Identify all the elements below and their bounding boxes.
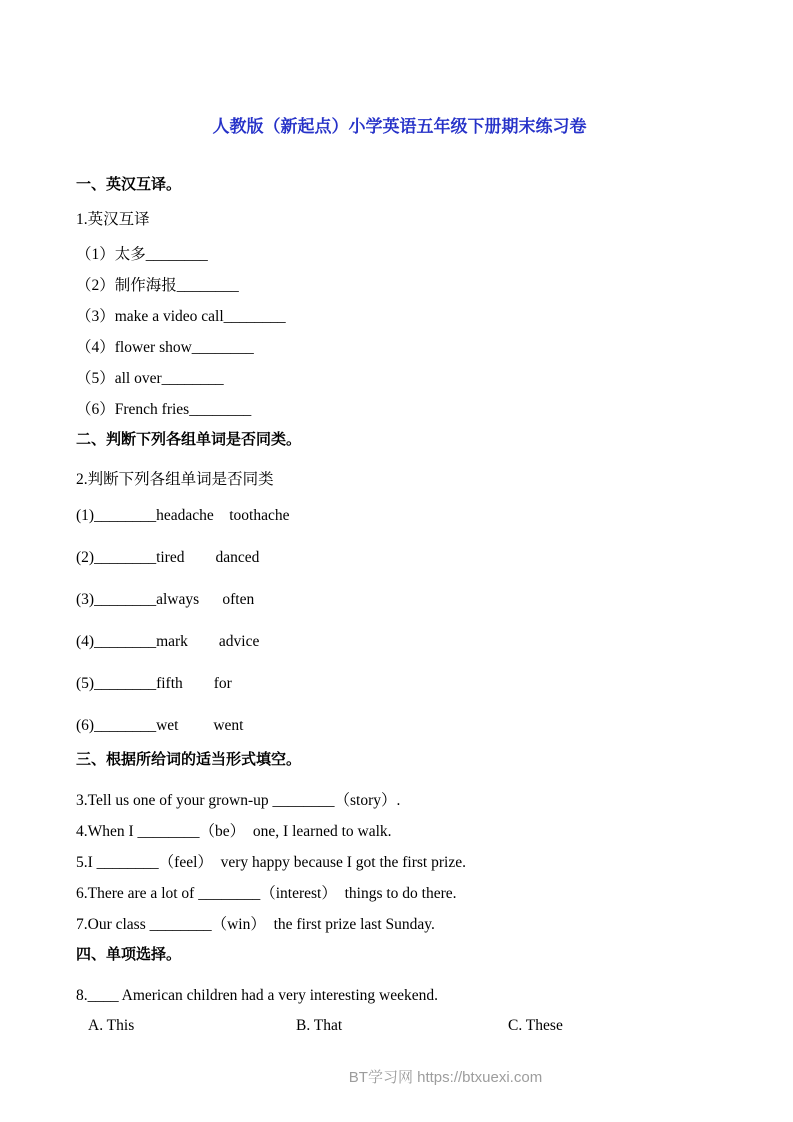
q8-option-a: A. This bbox=[88, 1017, 135, 1034]
section4-heading: 四、单项选择。 bbox=[76, 946, 182, 963]
q8-question: 8.____ American children had a very interesting weekend. bbox=[76, 987, 438, 1004]
q2-item-5: (5)________fifth for bbox=[76, 675, 232, 692]
section2-subheading: 2.判断下列各组单词是否同类 bbox=[76, 471, 274, 488]
q1-item-3: （3）make a video call________ bbox=[76, 308, 286, 325]
q8-option-b: B. That bbox=[296, 1017, 343, 1034]
section2-heading: 二、判断下列各组单词是否同类。 bbox=[76, 431, 302, 448]
q3-line: 3.Tell us one of your grown-up ________（story）. bbox=[76, 792, 401, 809]
q1-item-1: （1）太多________ bbox=[76, 246, 208, 263]
section1-heading: 一、英汉互译。 bbox=[76, 176, 182, 193]
q1-item-5: （5）all over________ bbox=[76, 370, 224, 387]
q2-item-4: (4)________mark advice bbox=[76, 633, 260, 650]
section1-subheading: 1.英汉互译 bbox=[76, 211, 150, 228]
q6-line: 6.There are a lot of ________（interest） things to do there. bbox=[76, 885, 457, 902]
q8-option-c: C. These bbox=[508, 1017, 563, 1034]
exam-title: 人教版（新起点）小学英语五年级下册期末练习卷 bbox=[212, 117, 587, 136]
q5-line: 5.I ________（feel） very happy because I got the first prize. bbox=[76, 854, 466, 871]
footer-watermark: BT学习网 https://btxuexi.com bbox=[348, 1069, 543, 1086]
q4-line: 4.When I ________（be） one, I learned to walk. bbox=[76, 823, 392, 840]
q8-options-row bbox=[76, 1016, 723, 1035]
q2-item-3: (3)________always often bbox=[76, 591, 255, 608]
q2-item-2: (2)________tired danced bbox=[76, 549, 260, 566]
q2-item-1: (1)________headache toothache bbox=[76, 507, 290, 524]
section3-heading: 三、根据所给词的适当形式填空。 bbox=[76, 751, 302, 768]
q1-item-2: （2）制作海报________ bbox=[76, 277, 239, 294]
q7-line: 7.Our class ________（win） the first prize last Sunday. bbox=[76, 916, 435, 933]
q1-item-4: （4）flower show________ bbox=[76, 339, 254, 356]
q1-item-6: （6）French fries________ bbox=[76, 401, 252, 418]
q2-item-6: (6)________wet went bbox=[76, 717, 244, 734]
